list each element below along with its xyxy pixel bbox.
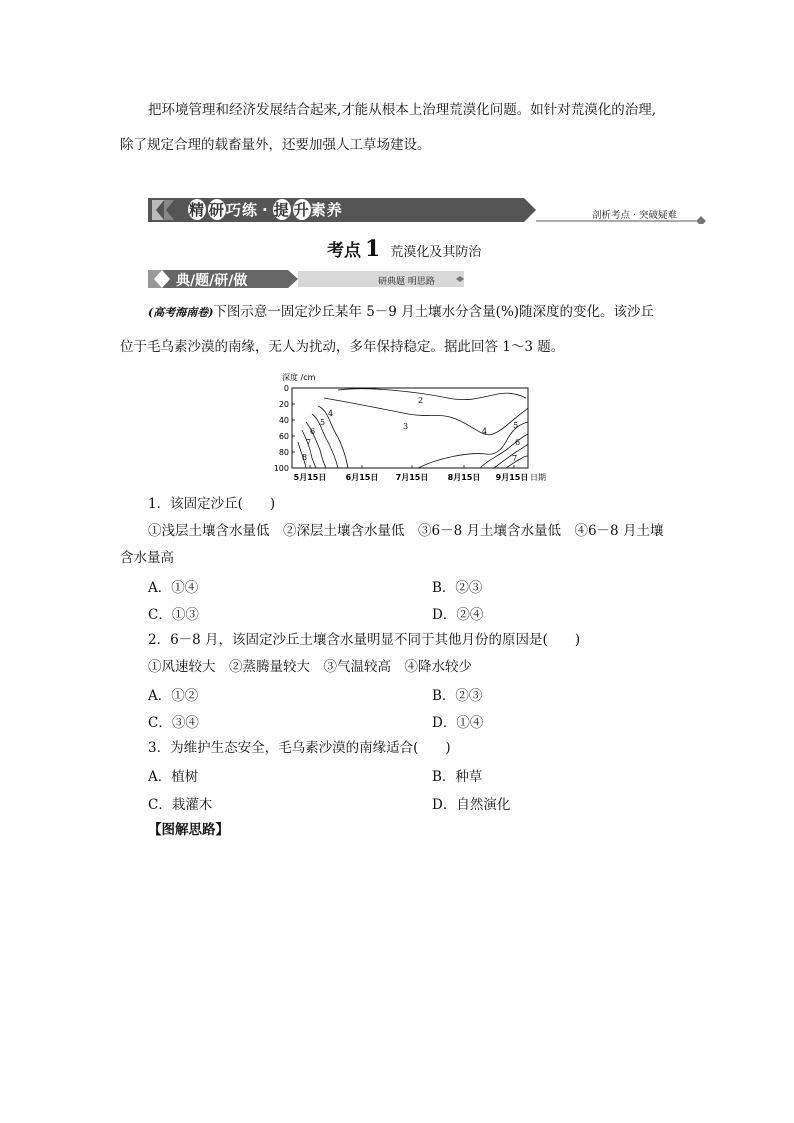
xtick-aug: 8月15日 [447,473,481,482]
ytick-60: 60 [278,432,289,441]
contour-label-3: 3 [403,422,409,431]
contour-labels [302,396,520,463]
q1-option-d[interactable]: D．②④ [432,607,484,623]
ytick-80: 80 [278,448,289,457]
dianti-right: 研典题 明思路 [378,277,435,287]
ytick-20: 20 [278,400,289,409]
figure-ylabel: 深度 /cm [282,373,316,382]
contour-label-5a: 5 [320,418,326,427]
contour-label-4b: 4 [482,427,488,436]
q1-items-line-2: 含水量高 [120,550,174,566]
question-intro-text-1: 下图示意一固定沙丘某年 5－9 月土壤水分含量(%)随深度的变化。该沙丘 [213,304,655,320]
intro-line-2: 除了规定合理的载畜量外，还要加强人工草场建设。 [120,137,431,153]
contour-label-4a: 4 [328,409,334,418]
ytick-100: 100 [273,464,289,473]
banner-char-jing: 精 [188,201,205,219]
figure-frame [292,388,528,468]
dianti-title: 典/题/研/做 [176,273,248,289]
q3-option-d[interactable]: D．自然演化 [432,797,511,813]
kaodian-number: 1 [365,236,381,262]
banner-char-ti: 提 [273,201,290,219]
figure-xlabel: 日期 [530,473,546,482]
q3-stem: 3．为维护生态安全，毛乌素沙漠的南缘适合( ) [148,740,451,756]
banner-text-suyang: 素养 [310,201,343,219]
xtick-sep: 9月15日 [495,473,529,482]
banner-char-sheng: 升 [293,201,310,219]
x-tick-labels [294,473,529,482]
q1-option-a[interactable]: A．①④ [148,580,199,596]
contour-lines [298,389,528,468]
tujie-silu-label: 【图解思路】 [148,822,229,838]
q3-option-c[interactable]: C．栽灌木 [148,797,213,813]
kaodian-label: 考点 [327,241,361,261]
contour-label-2: 2 [418,396,424,405]
kaodian-heading [327,236,481,262]
banner-text-qiaolian: 巧练 [226,201,259,219]
intro-line-1: 把环境管理和经济发展结合起来,才能从根本上治理荒漠化问题。如针对荒漠化的治理, [148,102,657,118]
question-intro-line-2: 位于毛乌素沙漠的南缘，无人为扰动，多年保持稳定。据此回答 1～3 题。 [120,339,565,355]
contour-label-7b: 7 [512,454,518,463]
q2-option-a[interactable]: A．①② [148,688,199,704]
contour-label-6b: 6 [515,438,521,447]
q2-option-c[interactable]: C．③④ [148,715,199,731]
q3-option-a[interactable]: A．植树 [148,769,199,785]
q1-option-b[interactable]: B．②③ [432,580,483,596]
soil-moisture-contour-figure [268,368,558,486]
contour-label-8: 8 [302,453,308,462]
source-tag: (高考海南卷) [148,306,214,319]
q3-option-b[interactable]: B．种草 [432,769,483,785]
contour-label-7a: 7 [306,438,312,447]
question-intro-line-1 [148,302,654,323]
q2-option-d[interactable]: D．①④ [432,715,484,731]
banner-dot: · [262,201,269,219]
ytick-0: 0 [283,384,289,393]
ytick-40: 40 [278,416,289,425]
q2-stem: 2．6－8 月，该固定沙丘土壤含水量明显不同于其他月份的原因是( ) [148,632,581,648]
q1-stem: 1．该固定沙丘( ) [148,496,276,512]
banner-char-yan: 研 [208,201,225,219]
contour-label-5b: 5 [513,421,519,430]
banner-title [188,199,343,220]
q2-option-b[interactable]: B．②③ [432,688,483,704]
xtick-jun: 6月15日 [345,473,379,482]
xtick-may: 5月15日 [293,473,327,482]
y-tick-labels [274,384,289,473]
q2-items-line-1: ①风速较大 ②蒸腾量较大 ③气温较高 ④降水较少 [148,659,472,675]
q1-items-line-1: ①浅层土壤含水量低 ②深层土壤含水量低 ③6－8 月土壤含水量低 ④6－8 月土壤 [148,523,664,539]
banner-right-text: 剖析考点 · 突破疑难 [592,210,678,221]
contour-label-6a: 6 [310,427,316,436]
xtick-jul: 7月15日 [395,473,429,482]
kaodian-title: 荒漠化及其防治 [390,245,482,260]
q1-option-c[interactable]: C．①③ [148,607,199,623]
